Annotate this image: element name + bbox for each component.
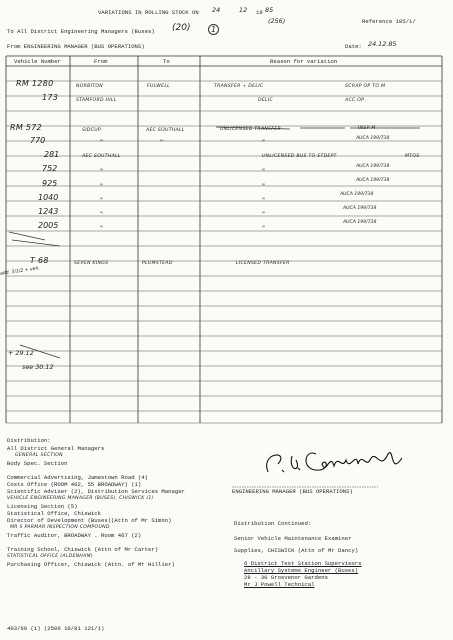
distribution-item: All District General Managers xyxy=(7,445,105,452)
row-vehicle: 925 xyxy=(42,179,58,188)
row-from: " xyxy=(100,167,103,175)
distribution-item: Statistical Office, Chiswick xyxy=(7,510,101,517)
distribution-heading: Distribution: xyxy=(7,437,51,444)
col-header-reason: Reason for variation xyxy=(270,58,338,65)
distribution-item: Senior Vehicle Maintenance Examiner xyxy=(234,535,352,542)
row-from: AEC SOUTHALL xyxy=(82,154,121,159)
distribution-item: 6 District Test Station Supervisors xyxy=(244,560,362,567)
row-vehicle: 1040 xyxy=(38,193,59,202)
distribution-item: VEHICLE ENGINEERING MANAGER (BUSES), CHISWICK (1) xyxy=(7,496,154,501)
title-date-month: 12 xyxy=(239,6,248,14)
row-extra: AUCA 199/738 xyxy=(356,136,390,141)
row-vehicle: RM 1280 xyxy=(16,79,54,88)
distribution-item: MR S PARMAR INSPECTION COMPOUND xyxy=(10,525,110,530)
distribution-item: Mr J Powell Technical xyxy=(244,581,315,588)
col-header-to: To xyxy=(163,58,170,65)
distribution-item: Commercial Advertising, Jamestown Road (4) xyxy=(7,474,148,481)
row-reason: UNLICENSED BUS TO STDEPT xyxy=(262,154,337,159)
row-to: " xyxy=(160,138,163,146)
distribution-item: GENERAL SECTION xyxy=(15,453,63,458)
title-prefix: VARIATIONS IN ROLLING STOCK ON xyxy=(98,9,199,16)
margin-note: see 30.12 xyxy=(22,363,54,371)
row-extra: AUCA 199/738 xyxy=(343,220,377,225)
row-reason: " xyxy=(262,224,265,232)
row-vehicle: 281 xyxy=(44,150,60,159)
distribution-item xyxy=(234,549,358,556)
col-header-from: From xyxy=(94,58,108,65)
reference: Reference 105/1/ xyxy=(362,18,416,25)
row-extra: AUCA 199/738 xyxy=(343,206,377,211)
distribution-item: Licensing Section (5) xyxy=(7,503,78,510)
row-extra: MTOS xyxy=(405,154,420,159)
row-to: AEC SOUTHALL xyxy=(146,128,185,133)
signature-caption: ENGINEERING MANAGER (BUS OPERATIONS) xyxy=(232,488,353,495)
row-reason: " xyxy=(262,196,265,204)
row-extra: AUCA 199/738 xyxy=(356,164,390,169)
row-from: NORBITON xyxy=(76,84,104,89)
row-extra: INSP M xyxy=(358,126,376,131)
row-reason: " xyxy=(262,182,265,190)
row-from: SIDCUP xyxy=(82,128,101,133)
distribution-continued-heading: Distribution Continued: xyxy=(234,520,312,527)
row-reason: " xyxy=(262,138,265,146)
distribution-item: Ancillary Systems Engineer (Buses) xyxy=(244,567,359,574)
serial-number: (20) xyxy=(172,23,191,33)
distribution-item: Training School, Chiswick (Attn of Mr Carter) xyxy=(7,546,159,553)
distribution-item: Traffic Auditor, BROADWAY . Room 467 (2) xyxy=(7,532,142,539)
row-vehicle: 2005 xyxy=(38,221,59,230)
row-vehicle: 770 xyxy=(30,136,46,145)
row-to: PLUMSTEAD xyxy=(142,261,173,266)
date-value: 24.12.85 xyxy=(368,40,397,48)
serial-circle: 1 xyxy=(208,24,219,35)
row-vehicle: 173 xyxy=(42,93,59,102)
distribution-item: Purchasing Officer, Chiswick (Attn. of Mr Hillier) xyxy=(7,561,175,568)
row-extra: ACC OP xyxy=(345,98,365,103)
row-extra: AUCA 199/738 xyxy=(340,192,374,197)
row-from: STAMFORD HILL xyxy=(76,98,117,103)
col-header-vehicle: Vehicle Number xyxy=(14,58,61,65)
row-from: " xyxy=(100,224,103,232)
distribution-item: Director of Development (Buses)(Attn of Mr Simon) xyxy=(7,517,172,524)
row-reason: DELIC xyxy=(258,98,274,103)
row-to: FULWELL xyxy=(147,84,171,89)
serial-sub: (256) xyxy=(268,17,286,25)
row-extra: AUCA 199/738 xyxy=(356,178,390,183)
row-from: " xyxy=(100,138,103,146)
distribution-item: Body Spec. Section xyxy=(7,460,68,467)
form-code: 403/69 (1) (2500 10/81 121/1) xyxy=(7,625,105,632)
row-vehicle: T 68 xyxy=(30,256,49,265)
row-from: " xyxy=(100,182,103,190)
row-reason: " xyxy=(262,210,265,218)
distribution-item: Costs Office (ROOM 462, 55 BROADWAY) (1) xyxy=(7,481,142,488)
row-from: " xyxy=(100,196,103,204)
distribution-item: Supplies, CHISWICK (Attn of Mr Dancy) xyxy=(234,547,359,554)
row-vehicle: RM 572 xyxy=(10,123,43,132)
row-reason: TRANSFER + DELIC xyxy=(214,84,264,89)
from-line: From ENGINEERING MANAGER (BUS OPERATIONS) xyxy=(7,43,145,50)
row-from: " xyxy=(100,210,103,218)
distribution-continued-list xyxy=(234,535,362,588)
distribution-item: Scientific Adviser (2), Distribution Services Manager xyxy=(7,488,185,495)
margin-note: + 29.12 xyxy=(8,349,34,357)
distribution-item: 28 - 30 Grosvenor Gardens xyxy=(244,574,328,581)
row-extra: SCRAP OP TO M xyxy=(345,84,386,89)
margin-note: add. 3/1/2 + veh. xyxy=(0,266,41,277)
row-vehicle: 1243 xyxy=(38,207,59,216)
date-label: Date: xyxy=(345,43,362,50)
to-line: To All District Engineering Managers (Buses) xyxy=(7,28,155,35)
title-date-day: 24 xyxy=(212,6,221,14)
row-vehicle: 752 xyxy=(42,164,58,173)
title-date-year: 85 xyxy=(265,6,274,14)
row-reason: " xyxy=(262,167,265,175)
row-reason: UNLICENSED TRANSFER xyxy=(220,127,282,132)
row-reason: LICENSED TRANSFER xyxy=(236,261,290,266)
row-from: SEVEN KINGS xyxy=(74,261,109,266)
distribution-item: STATISTICAL OFFICE (ALDENHAM) xyxy=(7,554,93,559)
title-date-year-prefix: 19 xyxy=(256,9,263,16)
